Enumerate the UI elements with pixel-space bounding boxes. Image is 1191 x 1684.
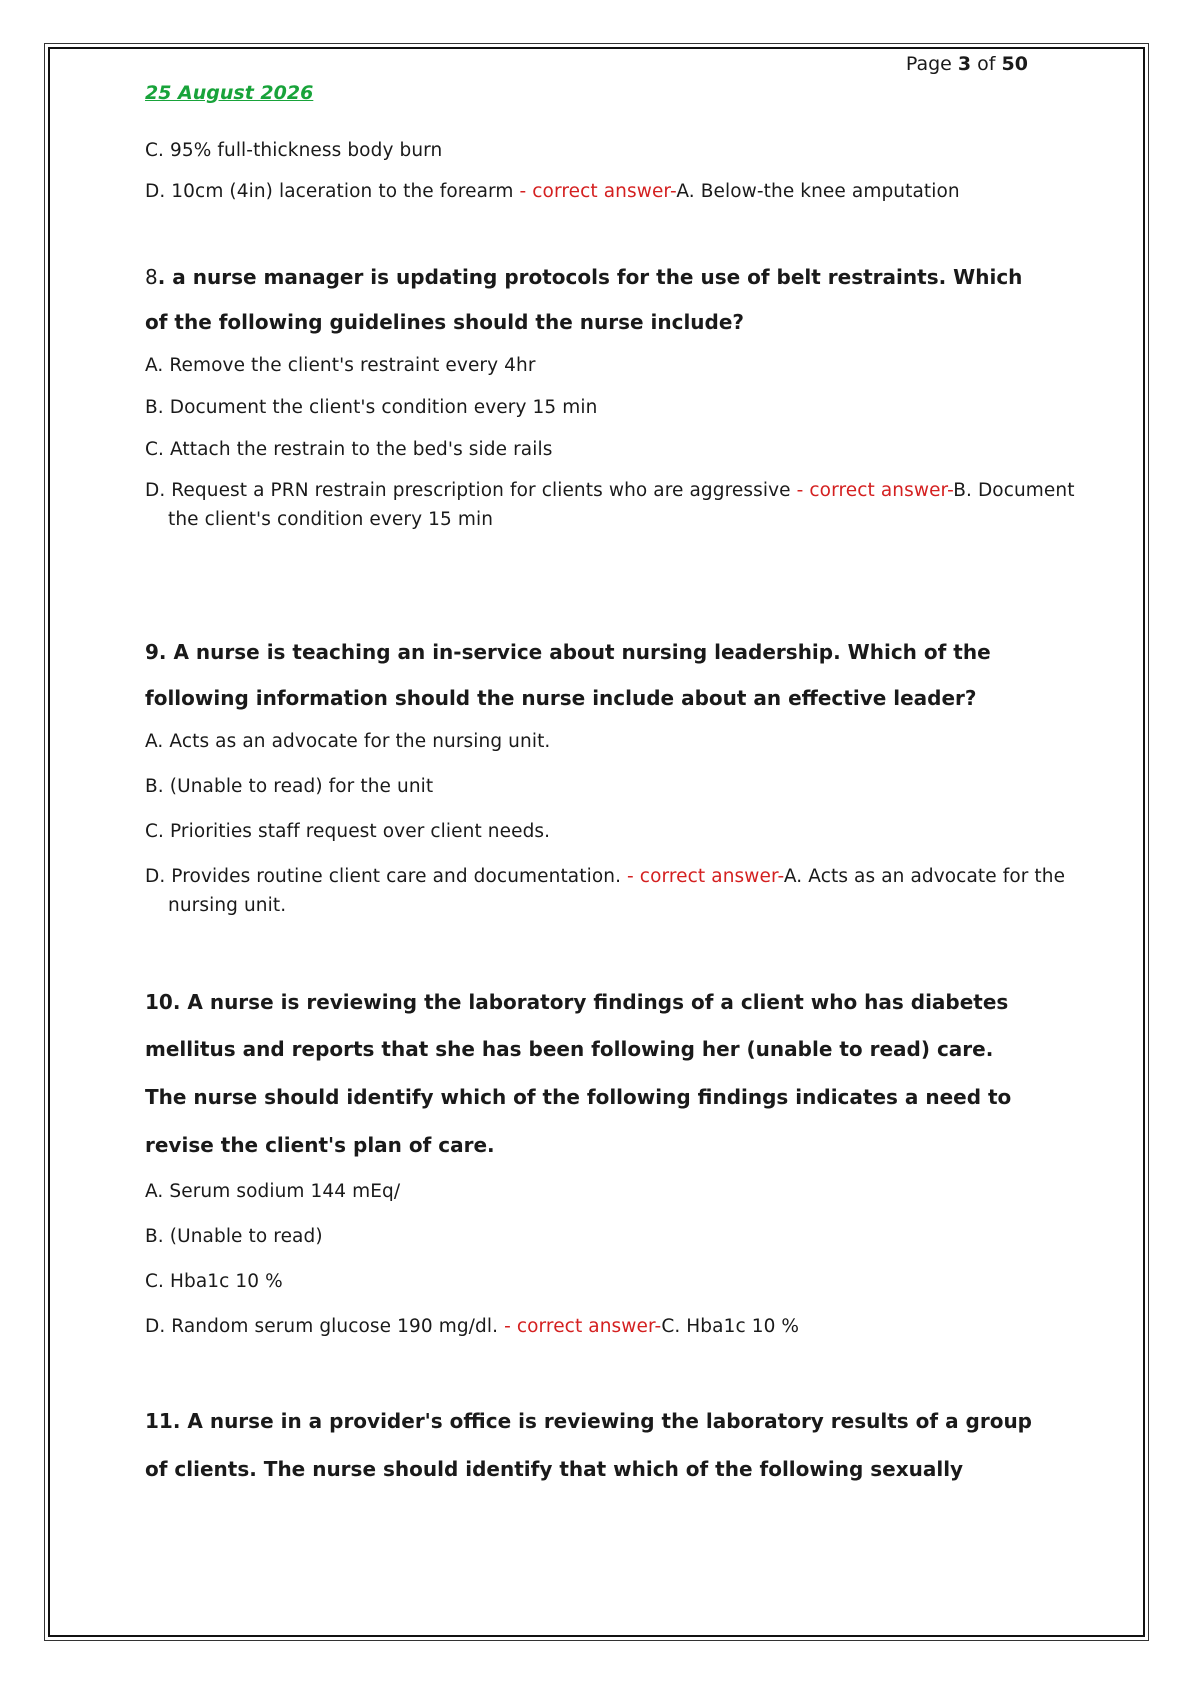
answer-text: B. Document bbox=[953, 480, 1075, 501]
question-10-option-c: C. Hba1c 10 % bbox=[145, 1271, 283, 1292]
question-9-option-d bbox=[145, 862, 1065, 891]
question-8-option-a: A. Remove the client's restraint every 4hr bbox=[145, 355, 536, 376]
question-11-line-2: of clients. The nurse should identify that which of the following sexually bbox=[145, 1457, 964, 1481]
question-10-line-3: The nurse should identify which of the following findings indicates a need to bbox=[145, 1085, 1012, 1109]
question-8-line-1 bbox=[145, 263, 1022, 292]
answer-marker: - correct answer- bbox=[498, 1316, 662, 1337]
question-8-line-2: of the following guidelines should the nurse include? bbox=[145, 310, 745, 334]
question-10-line-2: mellitus and reports that she has been following her (unable to read) care. bbox=[145, 1037, 994, 1061]
question-text: . a nurse manager is updating protocols for the use of belt restraints. Which bbox=[157, 265, 1023, 289]
question-11-line-1: 11. A nurse in a provider's office is reviewing the laboratory results of a group bbox=[145, 1409, 1033, 1433]
question-9-option-a: A. Acts as an advocate for the nursing unit. bbox=[145, 731, 551, 752]
answer-marker: - correct answer- bbox=[513, 181, 677, 202]
option-text: D. Provides routine client care and documentation. bbox=[145, 866, 622, 887]
question-10-option-a: A. Serum sodium 144 mEq/ bbox=[145, 1181, 401, 1202]
question-8-option-c: C. Attach the restrain to the bed's side rails bbox=[145, 439, 553, 460]
question-10-option-d bbox=[145, 1312, 799, 1341]
page-prefix: Page bbox=[905, 53, 952, 75]
page-number bbox=[906, 53, 1028, 75]
document-date: 25 August 2026 bbox=[145, 82, 314, 104]
question-10-line-1: 10. A nurse is reviewing the laboratory findings of a client who has diabetes bbox=[145, 990, 1009, 1014]
answer-text: A. Acts as an advocate for the bbox=[783, 866, 1066, 887]
carryover-option-c: C. 95% full-thickness body burn bbox=[145, 140, 443, 161]
option-text: D. Random serum glucose 190 mg/dl. bbox=[145, 1316, 499, 1337]
option-text: D. Request a PRN restrain prescription for clients who are aggressive bbox=[145, 480, 791, 501]
question-number: 8 bbox=[145, 265, 158, 289]
question-8-option-d bbox=[145, 476, 1075, 505]
question-10-option-b: B. (Unable to read) bbox=[145, 1226, 323, 1247]
carryover-option-d bbox=[145, 177, 960, 206]
answer-marker: - correct answer- bbox=[790, 480, 954, 501]
question-9-line-2: following information should the nurse include about an effective leader? bbox=[145, 686, 977, 710]
question-9-option-b: B. (Unable to read) for the unit bbox=[145, 776, 434, 797]
question-9-line-1: 9. A nurse is teaching an in-service about nursing leadership. Which of the bbox=[145, 640, 991, 664]
page-current: 3 bbox=[957, 53, 972, 75]
question-9-option-c: C. Priorities staff request over client needs. bbox=[145, 821, 551, 842]
question-8-option-b: B. Document the client's condition every 15 min bbox=[145, 397, 598, 418]
question-10-line-4: revise the client's plan of care. bbox=[145, 1133, 495, 1157]
page-of: of bbox=[977, 53, 996, 75]
answer-text: C. Hba1c 10 % bbox=[661, 1316, 800, 1337]
page-total: 50 bbox=[1001, 53, 1028, 75]
question-9-answer-continuation: nursing unit. bbox=[168, 895, 287, 916]
question-8-answer-continuation: the client's condition every 15 min bbox=[168, 509, 494, 530]
answer-marker: - correct answer- bbox=[621, 866, 784, 887]
option-text: D. 10cm (4in) laceration to the forearm bbox=[145, 181, 514, 202]
answer-text: A. Below-the knee amputation bbox=[676, 181, 960, 202]
